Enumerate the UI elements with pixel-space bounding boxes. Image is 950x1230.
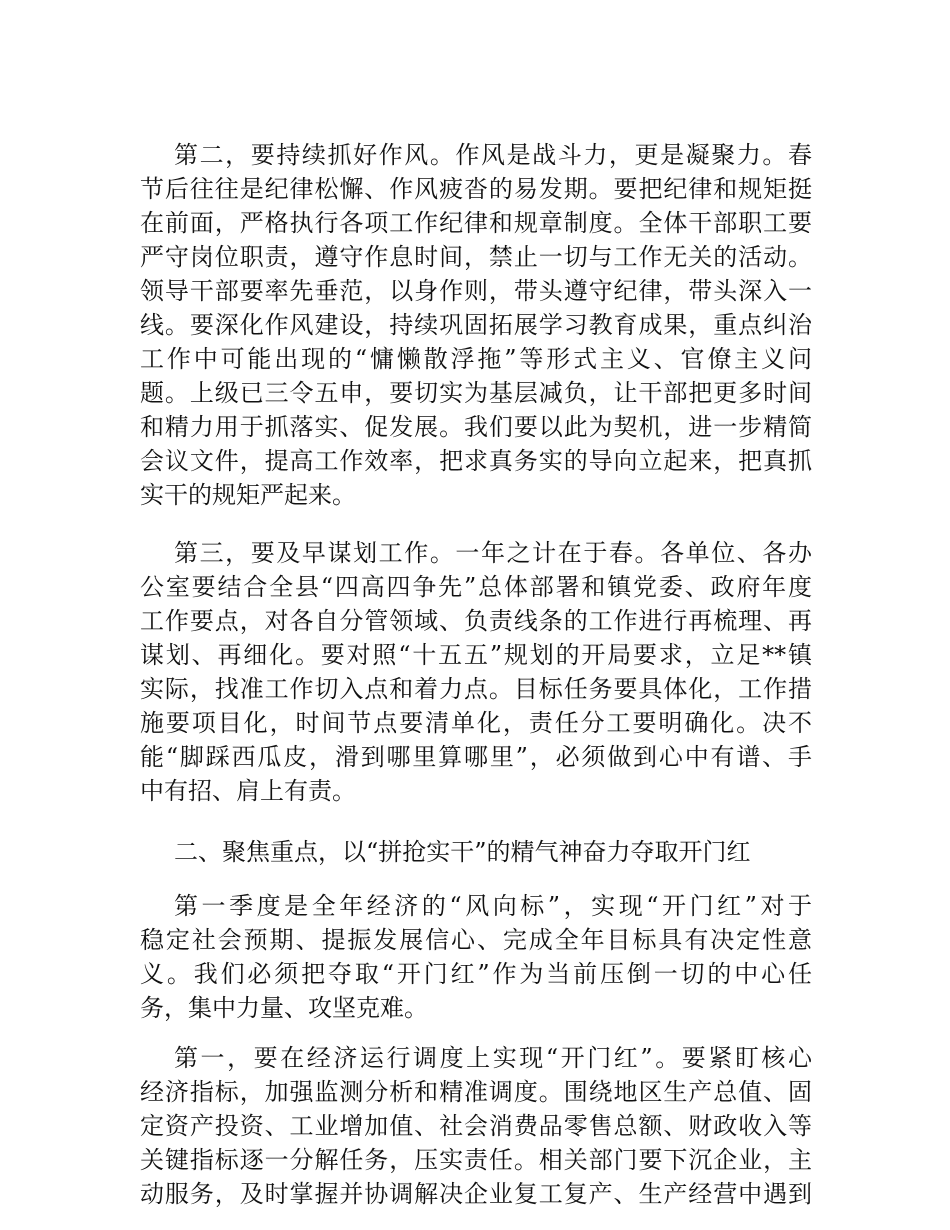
text-line: 节后往往是纪律松懈、作风疲沓的易发期。要把纪律和规矩挺: [140, 175, 812, 203]
text-line: 施要项目化，时间节点要清单化，责任分工要明确化。决不: [140, 709, 812, 737]
text-line: 义。我们必须把夺取“开门红”作为当前压倒一切的中心任: [140, 960, 812, 988]
text-line: 中有招、肩上有责。: [140, 777, 356, 805]
paragraph-first-quarter: [140, 889, 812, 1025]
text-line: 实干的规矩严起来。: [140, 481, 356, 509]
section-heading: 二、聚焦重点，以“拼抢实干”的精气神奋力夺取开门红: [174, 838, 751, 866]
text-line: 会议文件，提高工作效率，把求真务实的导向立起来，把真抓: [140, 447, 812, 475]
text-line: 第一季度是全年经济的“风向标”，实现“开门红”对于: [174, 892, 812, 920]
text-line: 工作中可能出现的“慵懒散浮拖”等形式主义、官僚主义问: [140, 345, 812, 373]
text-line: 严守岗位职责，遵守作息时间，禁止一切与工作无关的活动。: [140, 243, 812, 271]
text-line: 和精力用于抓落实、促发展。我们要以此为契机，进一步精简: [140, 413, 812, 441]
text-line: 在前面，严格执行各项工作纪律和规章制度。全体干部职工要: [140, 209, 812, 237]
paragraph-work-style: [140, 138, 812, 512]
text-line: 线。要深化作风建设，持续巩固拓展学习教育成果，重点纠治: [140, 311, 812, 339]
text-line: 第二，要持续抓好作风。作风是战斗力，更是凝聚力。春: [174, 141, 812, 169]
document-page: [140, 138, 812, 1211]
text-line: 第三，要及早谋划工作。一年之计在于春。各单位、各办: [174, 539, 812, 567]
paragraph-planning: [140, 536, 812, 808]
text-line: 经济指标，加强监测分析和精准调度。围绕地区生产总值、固: [140, 1078, 812, 1106]
text-line: 第一，要在经济运行调度上实现“开门红”。要紧盯核心: [174, 1044, 812, 1072]
paragraph-economic-dispatch: [140, 1041, 812, 1211]
text-line: 务，集中力量、攻坚克难。: [140, 994, 428, 1022]
text-line: 稳定社会预期、提振发展信心、完成全年目标具有决定性意: [140, 926, 812, 954]
text-line: 谋划、再细化。要对照“十五五”规划的开局要求，立足**镇: [140, 641, 812, 669]
text-line: 公室要结合全县“四高四争先”总体部署和镇党委、政府年度: [140, 573, 812, 601]
text-line: 题。上级已三令五申，要切实为基层减负，让干部把更多时间: [140, 379, 812, 407]
text-line: 工作要点，对各自分管领域、负责线条的工作进行再梳理、再: [140, 607, 812, 635]
text-line: 动服务，及时掌握并协调解决企业复工复产、生产经营中遇到: [140, 1180, 812, 1208]
text-line: 定资产投资、工业增加值、社会消费品零售总额、财政收入等: [140, 1112, 812, 1140]
text-line: 关键指标逐一分解任务，压实责任。相关部门要下沉企业，主: [140, 1146, 812, 1174]
text-line: 实际，找准工作切入点和着力点。目标任务要具体化，工作措: [140, 675, 812, 703]
text-line: 能“脚踩西瓜皮，滑到哪里算哪里”，必须做到心中有谱、手: [140, 743, 812, 771]
text-line: 领导干部要率先垂范，以身作则，带头遵守纪律，带头深入一: [140, 277, 812, 305]
